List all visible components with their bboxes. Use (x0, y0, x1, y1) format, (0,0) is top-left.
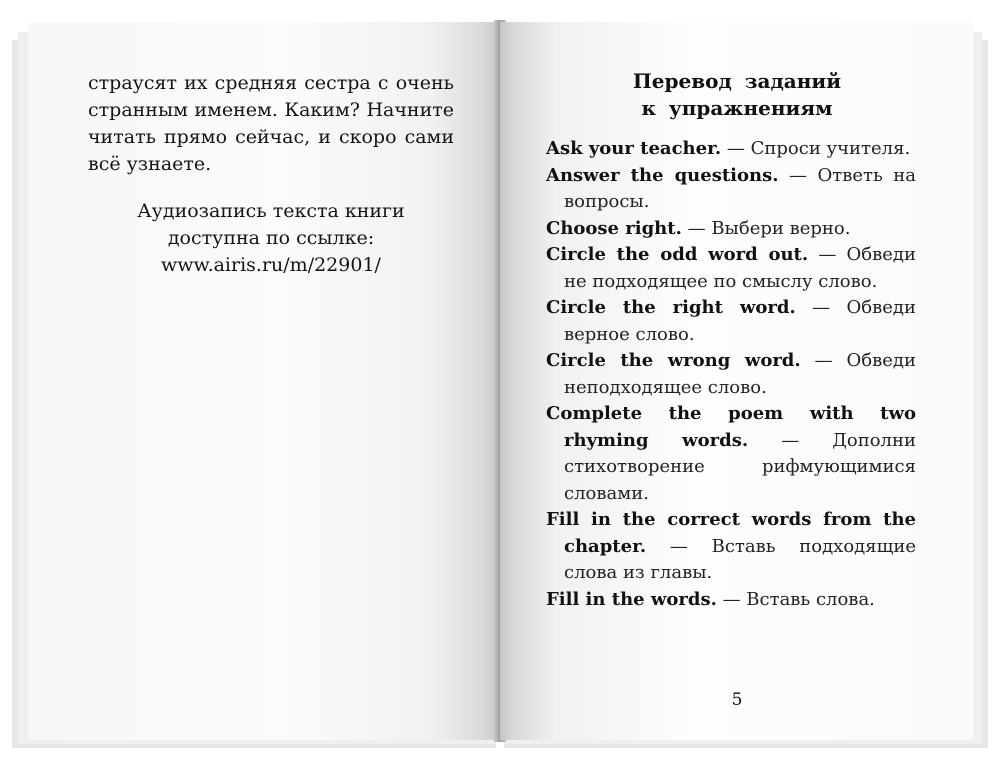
instruction-russian: — Обведи не подходящее по смыслу слово. (564, 244, 916, 292)
instruction-entry (546, 401, 916, 507)
audio-link[interactable]: www.airis.ru/m/22901/ (161, 254, 381, 276)
instruction-entry (546, 348, 916, 401)
instruction-russian: — Ответь на вопросы. (564, 164, 916, 212)
instruction-english: Complete the poem with two rhyming words. (546, 403, 916, 451)
audio-notice-line: Аудиозапись текста книги (137, 200, 405, 222)
instruction-english: Circle the odd word out. (546, 244, 809, 265)
instruction-russian: — Вставь подходящие слова из главы. (564, 535, 916, 583)
instruction-english: Answer the questions. (546, 164, 779, 186)
instruction-entry (546, 136, 916, 163)
instruction-russian: — Выбери верно. (687, 217, 851, 239)
instruction-russian: — Обведи верное слово. (564, 297, 916, 345)
page-title-line: к упражнениям (641, 96, 833, 120)
instruction-english: Fill in the correct words from the chapter. (546, 509, 916, 557)
left-page (28, 22, 498, 740)
right-page (500, 22, 974, 740)
page-title (500, 68, 974, 122)
instruction-english: Circle the wrong word. (546, 350, 801, 371)
audio-notice-line: доступна по ссылке: (167, 227, 375, 249)
instruction-entry (546, 295, 916, 348)
audio-notice (88, 198, 454, 279)
instruction-english: Fill in the words. (546, 588, 717, 610)
instruction-list (546, 136, 916, 613)
instruction-entry (546, 242, 916, 295)
instruction-russian: — Спроси учителя. (726, 138, 911, 159)
page-title-line: Перевод заданий (632, 69, 842, 93)
instruction-english: Circle the right word. (546, 297, 796, 318)
instruction-english: Ask your teacher. (546, 138, 722, 159)
instruction-entry (546, 216, 916, 243)
instruction-russian: — Дополни стихотворение рифмующимися словами. (564, 429, 916, 504)
instruction-english: Choose right. (546, 217, 682, 239)
instruction-entry (546, 507, 916, 587)
page-number: 5 (731, 690, 743, 710)
instruction-russian: — Обведи неподходящее слово. (564, 350, 916, 398)
left-page-paragraph: страусят их средняя сестра с очень странным именем. Каким? Начните читать прямо сейчас, и скоро сами всё узнаете. (88, 72, 454, 175)
instruction-russian: — Вставь слова. (722, 588, 875, 610)
instruction-entry (546, 587, 916, 614)
instruction-entry (546, 163, 916, 216)
